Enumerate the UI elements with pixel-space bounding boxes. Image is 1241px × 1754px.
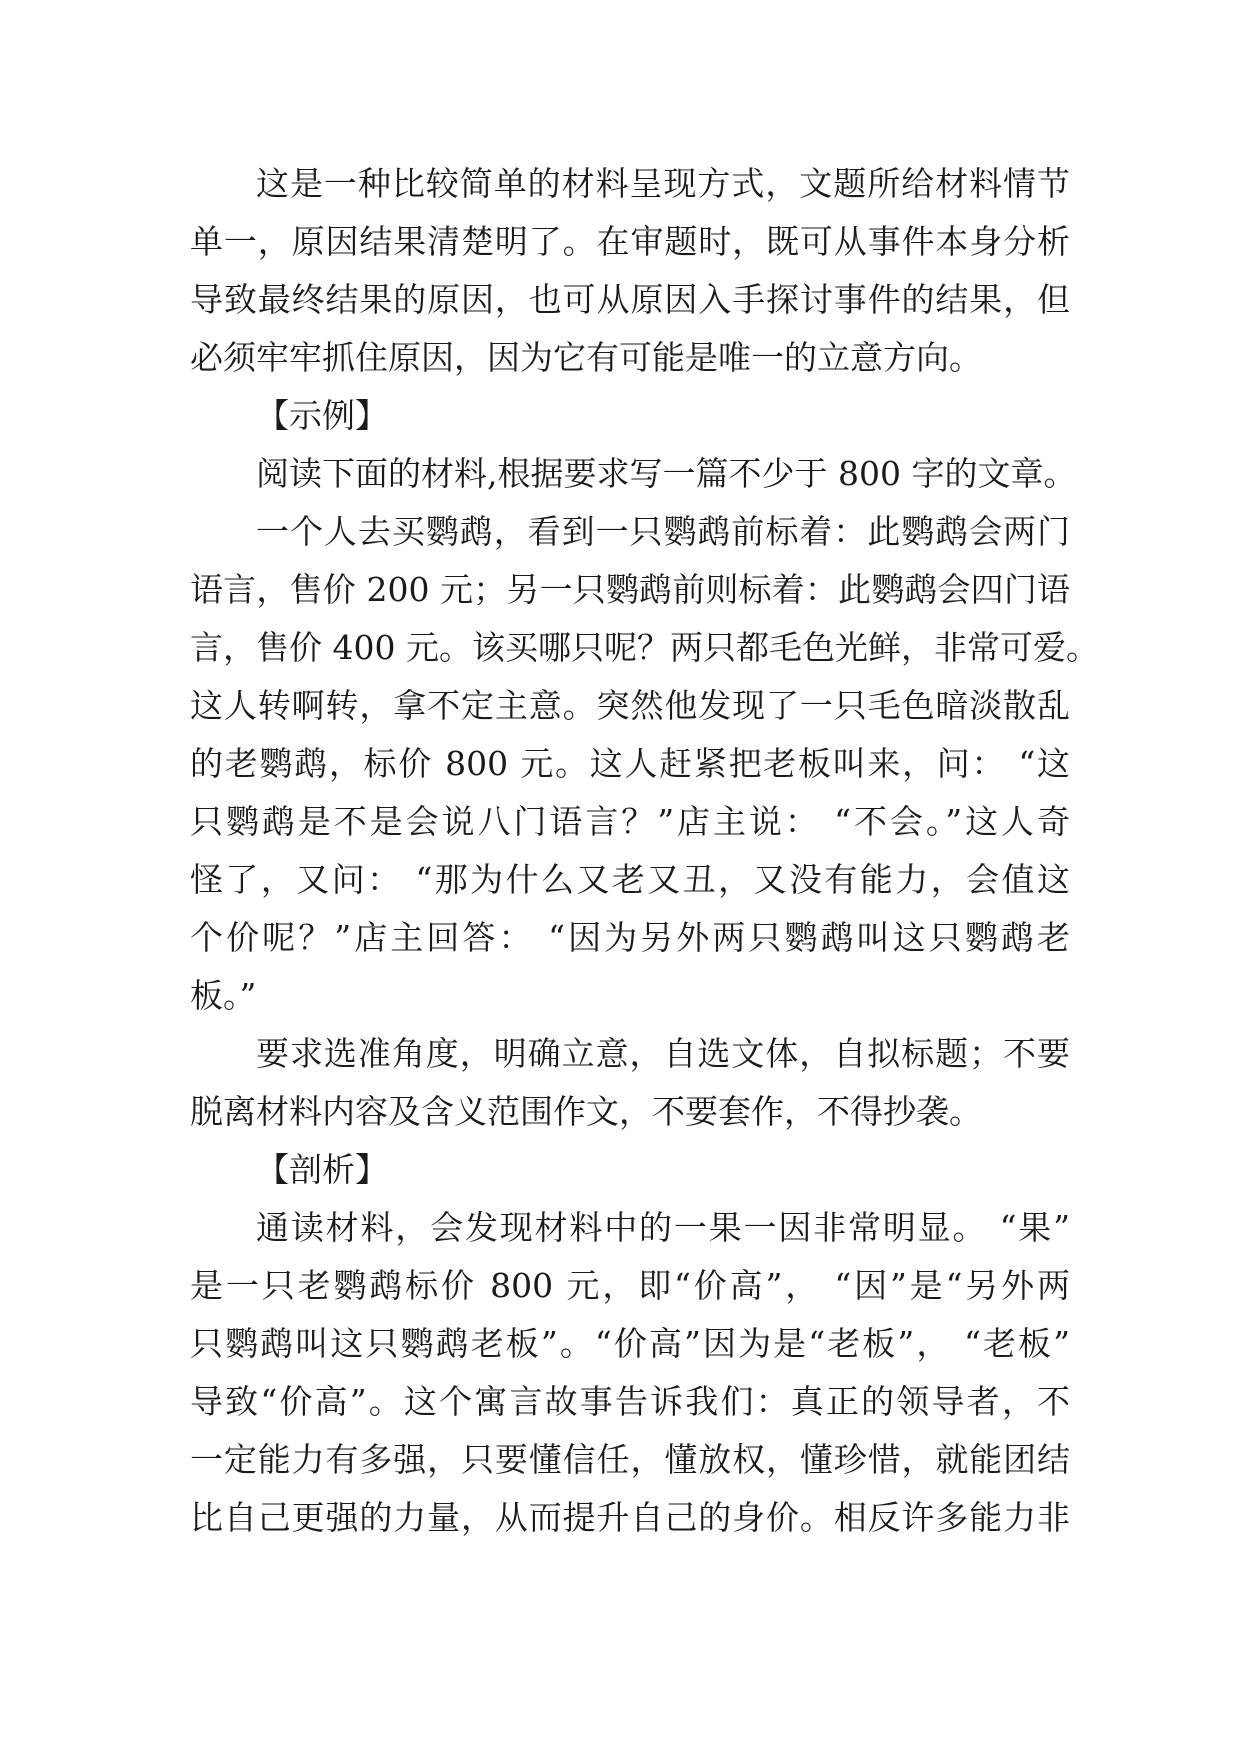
text-line: 一定能力有多强，只要懂信任，懂放权，懂珍惜，就能团结 <box>190 1440 1070 1479</box>
text-line: 个价呢？”店主回答： “因为另外两只鹦鹉叫这只鹦鹉老 <box>190 918 1070 957</box>
text-line: 要求选准角度，明确立意，自选文体，自拟标题；不要 <box>256 1034 1070 1073</box>
text-line: 一个人去买鹦鹉，看到一只鹦鹉前标着：此鹦鹉会两门 <box>256 512 1070 551</box>
text-line: 这是一种比较简单的材料呈现方式，文题所给材料情节 <box>256 164 1070 203</box>
text-line: 通读材料，会发现材料中的一果一因非常明显。 “果” <box>256 1208 1070 1247</box>
text-line: 必须牢牢抓住原因，因为它有可能是唯一的立意方向。 <box>190 338 982 377</box>
text-line: 脱离材料内容及含义范围作文，不要套作，不得抄袭。 <box>190 1092 982 1131</box>
text-line: 阅读下面的材料,根据要求写一篇不少于 800 字的文章。 <box>256 454 1077 493</box>
text-line: 导致最终结果的原因，也可从原因入手探讨事件的结果，但 <box>190 280 1070 319</box>
text-line: 板。” <box>190 976 257 1015</box>
text-line: 导致“价高”。这个寓言故事告诉我们：真正的领导者，不 <box>190 1382 1070 1421</box>
text-line: 的老鹦鹉，标价 800 元。这人赶紧把老板叫来，问： “这 <box>190 744 1070 783</box>
text-line: 言，售价 400 元。该买哪只呢？两只都毛色光鲜，非常可爱。 <box>190 628 1099 667</box>
text-line: 只鹦鹉是不是会说八门语言？”店主说： “不会。”这人奇 <box>190 802 1070 841</box>
text-line: 比自己更强的力量，从而提升自己的身价。相反许多能力非 <box>190 1498 1070 1537</box>
section-heading-analysis: 【剖析】 <box>256 1150 388 1189</box>
text-line: 单一，原因结果清楚明了。在审题时，既可从事件本身分析 <box>190 222 1070 261</box>
section-heading-example: 【示例】 <box>256 396 388 435</box>
text-line: 怪了，又问： “那为什么又老又丑，又没有能力，会值这 <box>190 860 1070 899</box>
text-line: 是一只老鹦鹉标价 800 元，即“价高”， “因”是“另外两 <box>190 1266 1070 1305</box>
text-line: 只鹦鹉叫这只鹦鹉老板”。“价高”因为是“老板”， “老板” <box>190 1324 1070 1363</box>
text-line: 这人转啊转，拿不定主意。突然他发现了一只毛色暗淡散乱 <box>190 686 1070 725</box>
text-line: 语言，售价 200 元；另一只鹦鹉前则标着：此鹦鹉会四门语 <box>190 570 1070 609</box>
